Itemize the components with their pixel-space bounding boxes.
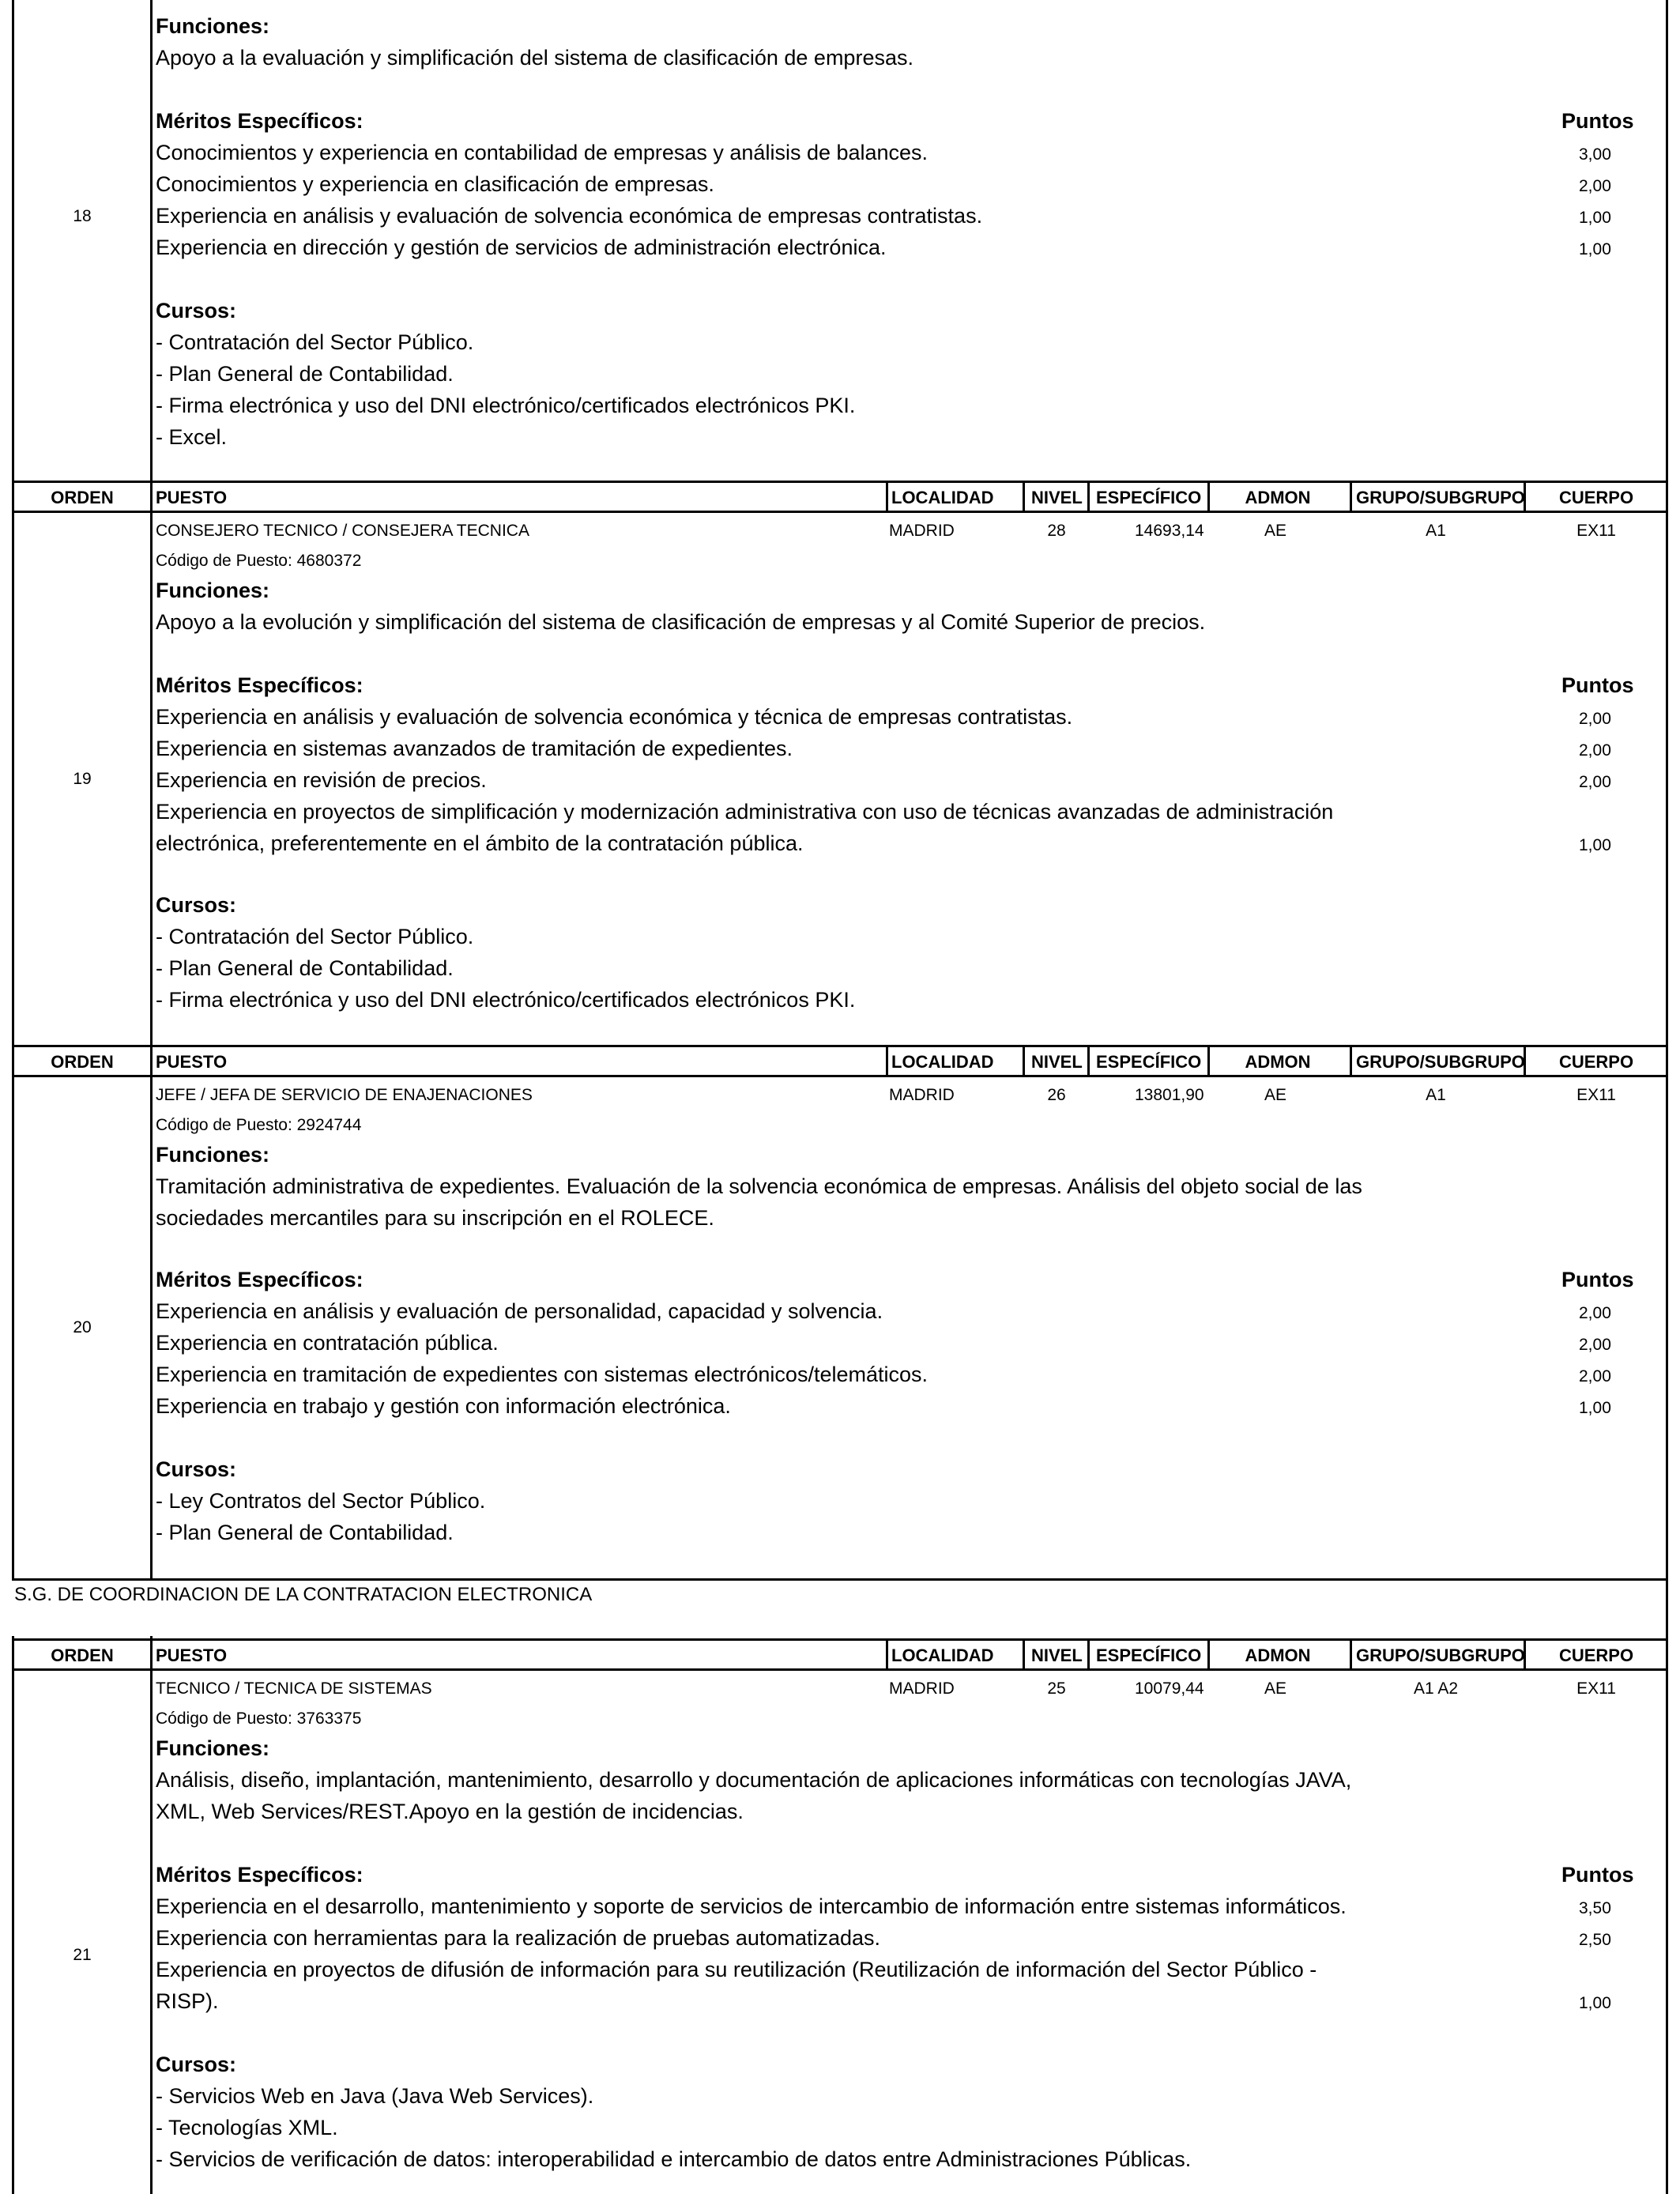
- funciones-label: Funciones:: [156, 1143, 270, 1167]
- merito-item-continued: RISP).: [156, 1989, 219, 2013]
- header-divider: [150, 1047, 153, 1077]
- merito-item: Experiencia en análisis y evaluación de personalidad, capacidad y solvencia.: [156, 1299, 883, 1323]
- header-localidad: LOCALIDAD: [891, 1052, 994, 1072]
- nivel-value: 25: [1047, 1679, 1066, 1698]
- merito-item: Experiencia en proyectos de simplificación y modernización administrativa con uso de técnicas avanzadas de administración: [156, 800, 1334, 824]
- codigo-puesto: Código de Puesto: 4680372: [156, 552, 362, 570]
- merito-puntos: 1,00: [1579, 1994, 1611, 2012]
- admon-value: AE: [1264, 522, 1287, 540]
- section-title: S.G. DE COORDINACION DE LA CONTRATACION ELECTRONICA: [14, 1584, 593, 1605]
- header-divider: [1087, 483, 1090, 513]
- merito-item: Experiencia en análisis y evaluación de solvencia económica de empresas contratistas.: [156, 204, 983, 228]
- header-puesto: PUESTO: [156, 1646, 228, 1665]
- codigo-puesto: Código de Puesto: 3763375: [156, 1710, 362, 1728]
- header-puesto: PUESTO: [156, 1052, 228, 1072]
- header-divider: [1207, 1047, 1210, 1077]
- localidad-value: MADRID: [889, 1679, 955, 1698]
- puesto-title: JEFE / JEFA DE SERVICIO DE ENAJENACIONES: [156, 1086, 533, 1104]
- header-divider: [150, 1641, 153, 1671]
- merito-item: Conocimientos y experiencia en clasificación de empresas.: [156, 172, 714, 196]
- curso-item: - Plan General de Contabilidad.: [156, 956, 454, 980]
- header-grupo: GRUPO/SUBGRUPO: [1356, 1646, 1525, 1665]
- header-nivel: NIVEL: [1031, 488, 1083, 507]
- merito-puntos: 2,00: [1579, 741, 1611, 760]
- header-divider: [1207, 483, 1210, 513]
- merito-puntos: 3,50: [1579, 1899, 1611, 1917]
- cuerpo-value: EX11: [1576, 522, 1616, 540]
- curso-item: - Firma electrónica y uso del DNI electrónico/certificados electrónicos PKI.: [156, 394, 856, 417]
- curso-item: - Excel.: [156, 425, 228, 449]
- merito-item: Experiencia en revisión de precios.: [156, 768, 487, 792]
- right-border: [1666, 0, 1668, 2194]
- curso-item: - Contratación del Sector Público.: [156, 330, 474, 354]
- orden-separator-2: [150, 1636, 153, 2194]
- table-header-row: [12, 1045, 1668, 1077]
- puntos-label: Puntos: [1561, 1268, 1634, 1291]
- header-divider: [1350, 1641, 1352, 1671]
- header-divider: [1524, 483, 1526, 513]
- merito-item: Conocimientos y experiencia en contabilidad de empresas y análisis de balances.: [156, 141, 929, 164]
- header-divider: [1524, 1047, 1526, 1077]
- curso-item: - Firma electrónica y uso del DNI electrónico/certificados electrónicos PKI.: [156, 988, 856, 1012]
- cuerpo-value: EX11: [1576, 1679, 1616, 1698]
- orden-number: 18: [73, 207, 92, 225]
- merito-item: Experiencia en análisis y evaluación de solvencia económica y técnica de empresas contratistas.: [156, 705, 1073, 729]
- especifico-value: 13801,90: [1135, 1086, 1204, 1104]
- header-especifico: ESPECÍFICO: [1096, 1052, 1202, 1072]
- meritos-label: Méritos Específicos:: [156, 1268, 363, 1291]
- merito-item-continued: electrónica, preferentemente en el ámbito de la contratación pública.: [156, 831, 804, 855]
- header-cuerpo: CUERPO: [1558, 1052, 1634, 1072]
- nivel-value: 26: [1047, 1086, 1066, 1104]
- merito-puntos: 2,00: [1579, 1304, 1611, 1322]
- puntos-label: Puntos: [1561, 1863, 1634, 1887]
- curso-item: - Contratación del Sector Público.: [156, 925, 474, 948]
- merito-puntos: 2,00: [1579, 1336, 1611, 1354]
- grupo-value: A1 A2: [1413, 1679, 1459, 1698]
- especifico-value: 14693,14: [1135, 522, 1204, 540]
- orden-separator-1: [150, 0, 153, 1581]
- localidad-value: MADRID: [889, 522, 955, 540]
- cursos-label: Cursos:: [156, 299, 237, 322]
- funciones-text: Análisis, diseño, implantación, mantenimiento, desarrollo y documentación de aplicaciones informáticas con tecnologías JAVA,: [156, 1768, 1352, 1792]
- header-divider: [1023, 483, 1025, 513]
- header-orden: ORDEN: [51, 1646, 114, 1665]
- left-border-top: [12, 0, 14, 1581]
- curso-item: - Ley Contratos del Sector Público.: [156, 1489, 486, 1513]
- puntos-label: Puntos: [1561, 109, 1634, 133]
- header-divider: [886, 1641, 888, 1671]
- header-divider: [1207, 1641, 1210, 1671]
- nivel-value: 28: [1047, 522, 1066, 540]
- header-admon: ADMON: [1245, 1052, 1311, 1072]
- header-especifico: ESPECÍFICO: [1096, 488, 1202, 507]
- curso-item: - Servicios de verificación de datos: interoperabilidad e intercambio de datos entre Administraciones Públicas.: [156, 2147, 1192, 2171]
- orden-number: 19: [73, 770, 92, 788]
- merito-item: Experiencia en tramitación de expedientes con sistemas electrónicos/telemáticos.: [156, 1363, 928, 1386]
- header-divider: [1087, 1047, 1090, 1077]
- funciones-label: Funciones:: [156, 1736, 270, 1760]
- especifico-value: 10079,44: [1135, 1679, 1204, 1698]
- header-divider: [886, 483, 888, 513]
- merito-item: Experiencia con herramientas para la realización de pruebas automatizadas.: [156, 1926, 881, 1950]
- merito-puntos: 2,50: [1579, 1931, 1611, 1949]
- header-admon: ADMON: [1245, 488, 1311, 507]
- funciones-label: Funciones:: [156, 14, 270, 38]
- header-divider: [886, 1047, 888, 1077]
- header-cuerpo: CUERPO: [1558, 1646, 1634, 1665]
- header-orden: ORDEN: [51, 488, 114, 507]
- header-nivel: NIVEL: [1031, 1052, 1083, 1072]
- localidad-value: MADRID: [889, 1086, 955, 1104]
- header-divider: [1023, 1641, 1025, 1671]
- header-divider: [1350, 1047, 1352, 1077]
- header-divider: [150, 483, 153, 513]
- funciones-text: Tramitación administrativa de expedientes. Evaluación de la solvencia económica de empresas. Análisis del objeto social de las: [156, 1174, 1362, 1198]
- meritos-label: Méritos Específicos:: [156, 673, 363, 697]
- puesto-title: TECNICO / TECNICA DE SISTEMAS: [156, 1679, 432, 1698]
- table-header-row: [12, 1638, 1668, 1671]
- grupo-value: A1: [1426, 1086, 1446, 1104]
- curso-item: - Servicios Web en Java (Java Web Services).: [156, 2084, 594, 2108]
- funciones-text: Apoyo a la evolución y simplificación del sistema de clasificación de empresas y al Comité Superior de precios.: [156, 610, 1206, 634]
- puntos-label: Puntos: [1561, 673, 1634, 697]
- curso-item: - Plan General de Contabilidad.: [156, 1521, 454, 1544]
- meritos-label: Méritos Específicos:: [156, 109, 363, 133]
- header-orden: ORDEN: [51, 1052, 114, 1072]
- merito-item: Experiencia en dirección y gestión de servicios de administración electrónica.: [156, 236, 887, 259]
- header-divider: [1087, 1641, 1090, 1671]
- merito-item: Experiencia en el desarrollo, mantenimiento y soporte de servicios de intercambio de información entre sistemas informáticos.: [156, 1894, 1347, 1918]
- funciones-text-continued: sociedades mercantiles para su inscripción en el ROLECE.: [156, 1206, 714, 1230]
- merito-puntos: 2,00: [1579, 710, 1611, 728]
- puesto-title: CONSEJERO TECNICO / CONSEJERA TECNICA: [156, 522, 529, 540]
- admon-value: AE: [1264, 1679, 1287, 1698]
- admon-value: AE: [1264, 1086, 1287, 1104]
- header-divider: [1023, 1047, 1025, 1077]
- merito-puntos: 2,00: [1579, 177, 1611, 195]
- meritos-label: Méritos Específicos:: [156, 1863, 363, 1887]
- merito-puntos: 1,00: [1579, 240, 1611, 258]
- codigo-puesto: Código de Puesto: 2924744: [156, 1116, 362, 1134]
- merito-puntos: 3,00: [1579, 145, 1611, 164]
- funciones-text: Apoyo a la evaluación y simplificación del sistema de clasificación de empresas.: [156, 46, 913, 70]
- merito-item: Experiencia en sistemas avanzados de tramitación de expedientes.: [156, 737, 793, 760]
- cuerpo-value: EX11: [1576, 1086, 1616, 1104]
- merito-item: Experiencia en proyectos de difusión de información para su reutilización (Reutilización de información del Sector Público -: [156, 1958, 1317, 1981]
- left-border-bottom: [12, 1636, 14, 2194]
- header-localidad: LOCALIDAD: [891, 1646, 994, 1665]
- header-divider: [1524, 1641, 1526, 1671]
- header-grupo: GRUPO/SUBGRUPO: [1356, 1052, 1525, 1072]
- merito-puntos: 2,00: [1579, 1367, 1611, 1385]
- header-especifico: ESPECÍFICO: [1096, 1646, 1202, 1665]
- grupo-value: A1: [1426, 522, 1446, 540]
- merito-puntos: 1,00: [1579, 209, 1611, 227]
- header-grupo: GRUPO/SUBGRUPO: [1356, 488, 1525, 507]
- header-nivel: NIVEL: [1031, 1646, 1083, 1665]
- cursos-label: Cursos:: [156, 1457, 237, 1481]
- merito-item: Experiencia en contratación pública.: [156, 1331, 499, 1355]
- header-admon: ADMON: [1245, 1646, 1311, 1665]
- orden-number: 21: [73, 1946, 92, 1964]
- table-header-row: [12, 481, 1668, 513]
- merito-puntos: 2,00: [1579, 773, 1611, 791]
- header-divider: [1350, 483, 1352, 513]
- section-top-rule: [12, 1578, 1668, 1581]
- merito-puntos: 1,00: [1579, 1399, 1611, 1417]
- cursos-label: Cursos:: [156, 2053, 237, 2076]
- merito-puntos: 1,00: [1579, 836, 1611, 854]
- curso-item: - Tecnologías XML.: [156, 2116, 338, 2139]
- funciones-text-continued: XML, Web Services/REST.Apoyo en la gestión de incidencias.: [156, 1800, 744, 1823]
- merito-item: Experiencia en trabajo y gestión con información electrónica.: [156, 1394, 731, 1418]
- header-localidad: LOCALIDAD: [891, 488, 994, 507]
- header-puesto: PUESTO: [156, 488, 228, 507]
- funciones-label: Funciones:: [156, 579, 270, 602]
- curso-item: - Plan General de Contabilidad.: [156, 362, 454, 386]
- orden-number: 20: [73, 1318, 92, 1336]
- header-cuerpo: CUERPO: [1558, 488, 1634, 507]
- cursos-label: Cursos:: [156, 893, 237, 917]
